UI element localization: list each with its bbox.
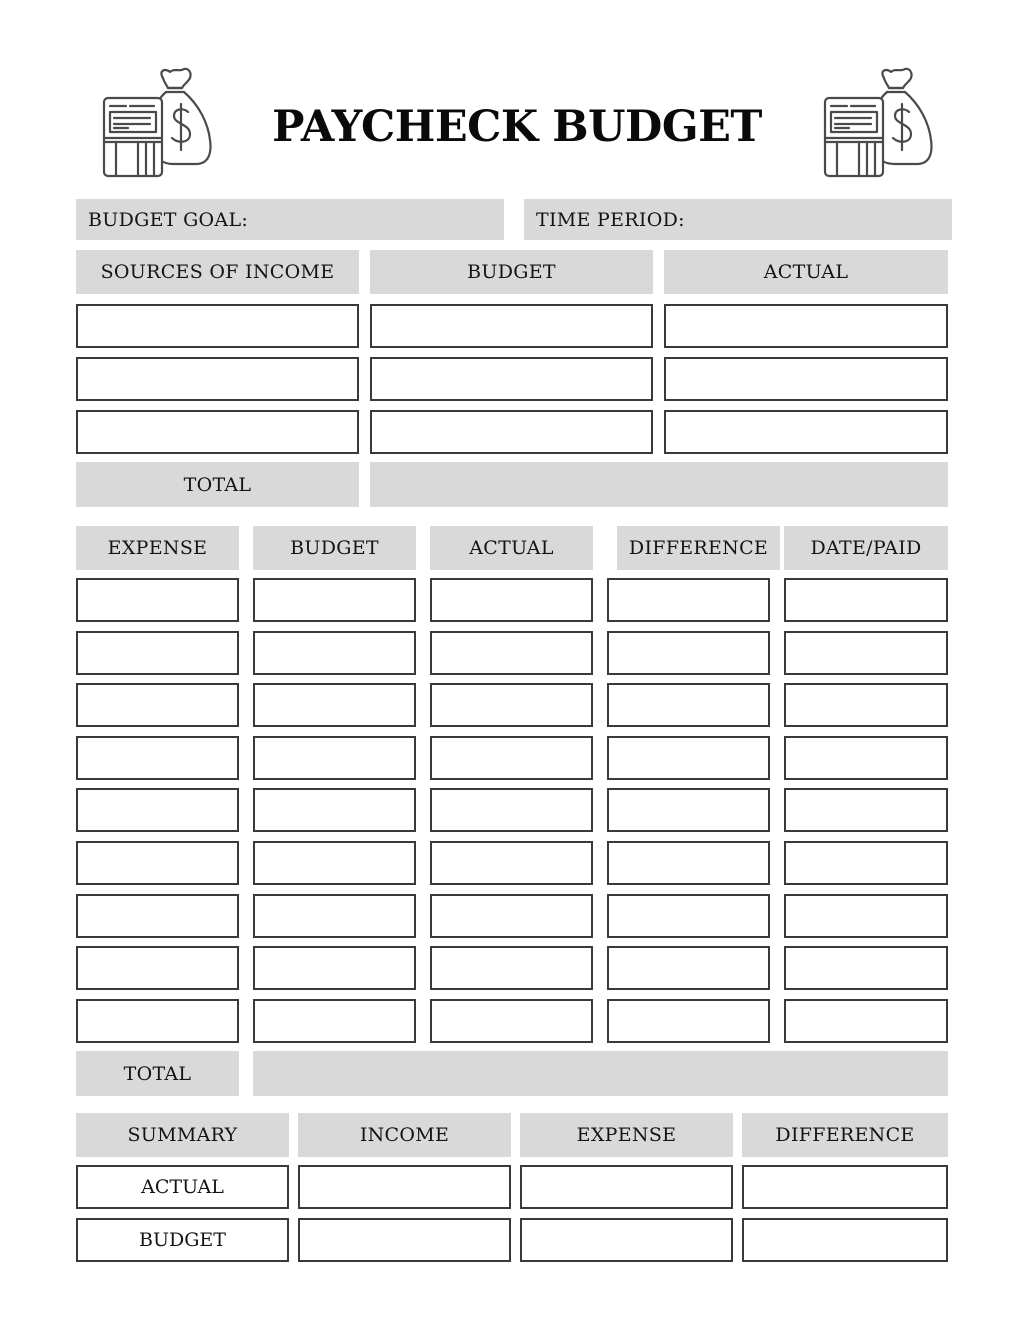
expense-date-paid-cell[interactable] xyxy=(784,946,948,990)
expense-total-value[interactable] xyxy=(253,1051,948,1096)
expense-header-date-paid: DATE/PAID xyxy=(784,526,948,570)
expense-actual-cell[interactable] xyxy=(430,999,593,1043)
summary-actual-difference[interactable] xyxy=(742,1165,948,1209)
expense-difference-cell[interactable] xyxy=(607,999,770,1043)
expense-actual-cell[interactable] xyxy=(430,736,593,780)
expense-difference-cell[interactable] xyxy=(607,736,770,780)
expense-budget-cell[interactable] xyxy=(253,788,416,832)
expense-name-cell[interactable] xyxy=(76,683,239,727)
expense-name-cell[interactable] xyxy=(76,946,239,990)
summary-row-label-budget: BUDGET xyxy=(76,1218,289,1262)
expense-name-cell[interactable] xyxy=(76,841,239,885)
income-source-cell[interactable] xyxy=(76,357,359,401)
income-source-cell[interactable] xyxy=(76,304,359,348)
budget-goal-label: BUDGET GOAL: xyxy=(88,208,249,231)
summary-actual-expense[interactable] xyxy=(520,1165,733,1209)
expense-actual-cell[interactable] xyxy=(430,894,593,938)
expense-difference-cell[interactable] xyxy=(607,894,770,938)
income-total-value[interactable] xyxy=(370,462,948,507)
expense-actual-cell[interactable] xyxy=(430,631,593,675)
expense-header-budget: BUDGET xyxy=(253,526,416,570)
expense-name-cell[interactable] xyxy=(76,736,239,780)
expense-actual-cell[interactable] xyxy=(430,578,593,622)
expense-budget-cell[interactable] xyxy=(253,841,416,885)
expense-difference-cell[interactable] xyxy=(607,631,770,675)
income-header-actual: ACTUAL xyxy=(664,250,948,294)
summary-row-label-actual: ACTUAL xyxy=(76,1165,289,1209)
income-budget-cell[interactable] xyxy=(370,304,653,348)
summary-header-expense: EXPENSE xyxy=(520,1113,733,1157)
expense-total-label: TOTAL xyxy=(76,1051,239,1096)
income-source-cell[interactable] xyxy=(76,410,359,454)
income-actual-cell[interactable] xyxy=(664,304,948,348)
expense-budget-cell[interactable] xyxy=(253,736,416,780)
income-budget-cell[interactable] xyxy=(370,410,653,454)
income-budget-cell[interactable] xyxy=(370,357,653,401)
income-total-label: TOTAL xyxy=(76,462,359,507)
expense-actual-cell[interactable] xyxy=(430,683,593,727)
expense-budget-cell[interactable] xyxy=(253,578,416,622)
expense-difference-cell[interactable] xyxy=(607,841,770,885)
expense-budget-cell[interactable] xyxy=(253,631,416,675)
expense-difference-cell[interactable] xyxy=(607,683,770,727)
expense-budget-cell[interactable] xyxy=(253,999,416,1043)
summary-budget-income[interactable] xyxy=(298,1218,511,1262)
expense-date-paid-cell[interactable] xyxy=(784,736,948,780)
summary-header-income: INCOME xyxy=(298,1113,511,1157)
expense-difference-cell[interactable] xyxy=(607,578,770,622)
expense-header-actual: ACTUAL xyxy=(430,526,593,570)
expense-date-paid-cell[interactable] xyxy=(784,683,948,727)
expense-name-cell[interactable] xyxy=(76,631,239,675)
income-actual-cell[interactable] xyxy=(664,357,948,401)
expense-date-paid-cell[interactable] xyxy=(784,999,948,1043)
expense-date-paid-cell[interactable] xyxy=(784,894,948,938)
expense-name-cell[interactable] xyxy=(76,999,239,1043)
expense-budget-cell[interactable] xyxy=(253,894,416,938)
expense-name-cell[interactable] xyxy=(76,894,239,938)
expense-budget-cell[interactable] xyxy=(253,946,416,990)
expense-name-cell[interactable] xyxy=(76,788,239,832)
expense-header-expense: EXPENSE xyxy=(76,526,239,570)
summary-header-difference: DIFFERENCE xyxy=(742,1113,948,1157)
expense-date-paid-cell[interactable] xyxy=(784,788,948,832)
expense-actual-cell[interactable] xyxy=(430,788,593,832)
summary-budget-difference[interactable] xyxy=(742,1218,948,1262)
income-header-budget: BUDGET xyxy=(370,250,653,294)
summary-budget-expense[interactable] xyxy=(520,1218,733,1262)
page-title: PAYCHECK BUDGET xyxy=(272,102,762,152)
expense-actual-cell[interactable] xyxy=(430,946,593,990)
time-period-field[interactable] xyxy=(524,199,952,240)
income-header-sources: SOURCES OF INCOME xyxy=(76,250,359,294)
expense-header-difference: DIFFERENCE xyxy=(617,526,780,570)
time-period-label: TIME PERIOD: xyxy=(536,208,685,231)
expense-name-cell[interactable] xyxy=(76,578,239,622)
income-actual-cell[interactable] xyxy=(664,410,948,454)
expense-difference-cell[interactable] xyxy=(607,788,770,832)
summary-header-summary: SUMMARY xyxy=(76,1113,289,1157)
expense-date-paid-cell[interactable] xyxy=(784,631,948,675)
expense-difference-cell[interactable] xyxy=(607,946,770,990)
budget-goal-field[interactable] xyxy=(76,199,504,240)
expense-budget-cell[interactable] xyxy=(253,683,416,727)
expense-actual-cell[interactable] xyxy=(430,841,593,885)
summary-actual-income[interactable] xyxy=(298,1165,511,1209)
expense-date-paid-cell[interactable] xyxy=(784,841,948,885)
expense-date-paid-cell[interactable] xyxy=(784,578,948,622)
